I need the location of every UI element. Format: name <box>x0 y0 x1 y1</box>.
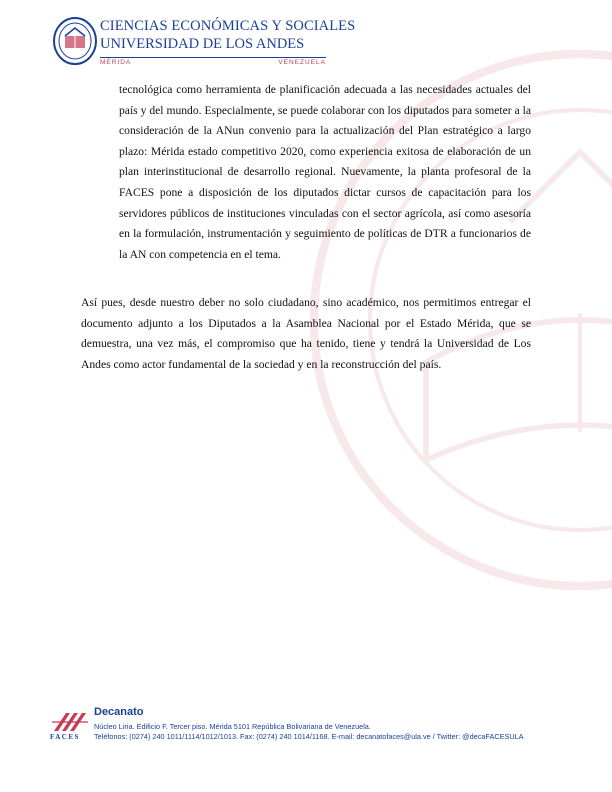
footer-title: Decanato <box>94 706 144 718</box>
footer-contact: Teléfonos: (0274) 240 1011/1114/1012/1013. Fax: (0274) 240 1014/1168. E-mail: decanatofaces@ula.ve / Twitter: @decaFACESULA <box>94 732 524 741</box>
university-name: UNIVERSIDAD DE LOS ANDES <box>100 36 305 52</box>
letterhead <box>52 14 356 72</box>
location-line <box>100 57 326 66</box>
location-text: MÉRIDA VENEZUELA <box>100 59 326 66</box>
faculty-name: CIENCIAS ECONÓMICAS Y SOCIALES <box>100 18 356 34</box>
faces-logo-text: FACES <box>50 733 80 741</box>
footer-address: Núcleo Liria. Edificio F. Tercer piso. Mérida 5101 República Bolivariana de Venezuela. <box>94 722 371 731</box>
university-seal-icon <box>52 16 98 66</box>
closing-paragraph: Así pues, desde nuestro deber no solo ciudadano, sino académico, nos permitimos entregar el documento adjunto a los Diputados a la Asamblea Nacional por el Estado Mérida, que se demuestra, una vez más, el compromiso que ha tenido, tiene y tendrá la Universidad de Los Andes como actor fundamental de la sociedad y en la reconstrucción del país. <box>81 296 531 371</box>
footer <box>50 704 590 752</box>
indented-paragraph: tecnológica como herramienta de planificación adecuada a las necesidades actuales del país y del mundo. Especialmente, se puede colaborar con los diputados para someter a la consideración de la ANun convenio para la actualización del Plan estratégico a largo plazo: Mérida estado competitivo 2020, como experiencia exitosa de elaboración de un plan interinstitucional de desarrollo regional. Nuevamente, la planta profesoral de la FACES pone a disposición de los diputados dictar cursos de capacitación para los servidores públicos de instituciones vinculadas con el sector agrícola, así como asesoría en la formulación, instrumentación y seguimiento de políticas de DTR a funcionarios de la AN con competencia en el tema. <box>119 83 531 261</box>
